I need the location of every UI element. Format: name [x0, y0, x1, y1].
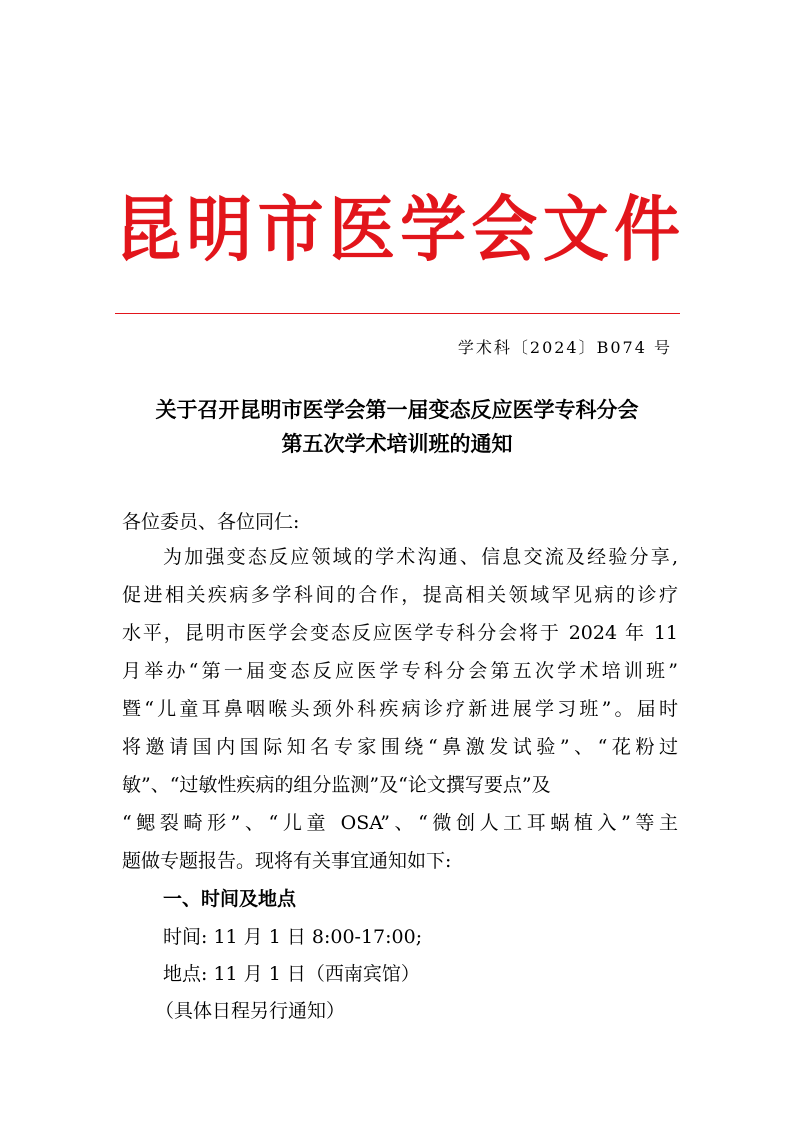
time-line: 时间: 11 月 1 日 8:00-17:00;: [163, 926, 423, 948]
section-heading: 一、时间及地点: [163, 888, 297, 910]
issuer-header-title: [115, 187, 680, 272]
notice-title-line-1: 关于召开昆明市医学会第一届变态反应医学专科分会: [155, 397, 639, 422]
paragraph-line: “鳃裂畸形”、“儿童 OSA”、“微创人工耳蜗植入”等主: [122, 812, 678, 834]
salutation: 各位委员、各位同仁:: [122, 511, 300, 533]
issuer-title-char: 会: [471, 187, 538, 272]
issuer-title-char: 市: [257, 187, 324, 272]
issuer-title-char: 昆: [115, 187, 181, 272]
paragraph-line: 水平，昆明市医学会变态反应医学专科分会将于 2024 年 11: [122, 622, 678, 644]
paragraph-line: 将邀请国内国际知名专家围绕“鼻激发试验”、“花粉过: [122, 736, 678, 758]
paragraph-line: 暨“儿童耳鼻咽喉头颈外科疾病诊疗新进展学习班”。届时: [122, 698, 678, 720]
issuer-title-char: 明: [186, 187, 253, 272]
paragraph-line: 为加强变态反应领域的学术沟通、信息交流及经验分享,: [163, 546, 678, 568]
issuer-title-char: 件: [613, 187, 680, 272]
issuer-title-char: 医: [328, 187, 395, 272]
document-number: 学术科〔2024〕B074 号: [457, 338, 672, 357]
schedule-note: （具体日程另行通知）: [155, 1000, 346, 1022]
place-line: 地点: 11 月 1 日（西南宾馆）: [163, 963, 420, 985]
paragraph-line: 敏”、“过敏性疾病的组分监测”及“论文撰写要点”及: [122, 774, 551, 796]
issuer-title-char: 文: [542, 187, 609, 272]
header-divider: [115, 313, 680, 314]
paragraph-line: 题做专题报告。现将有关事宜通知如下:: [122, 850, 452, 872]
paragraph-line: 促进相关疾病多学科间的合作，提高相关领域罕见病的诊疗: [122, 584, 678, 606]
notice-title-line-2: 第五次学术培训班的通知: [281, 431, 513, 456]
paragraph-line: 月举办“第一届变态反应医学专科分会第五次学术培训班”: [122, 660, 678, 682]
issuer-title-char: 学: [400, 187, 467, 272]
